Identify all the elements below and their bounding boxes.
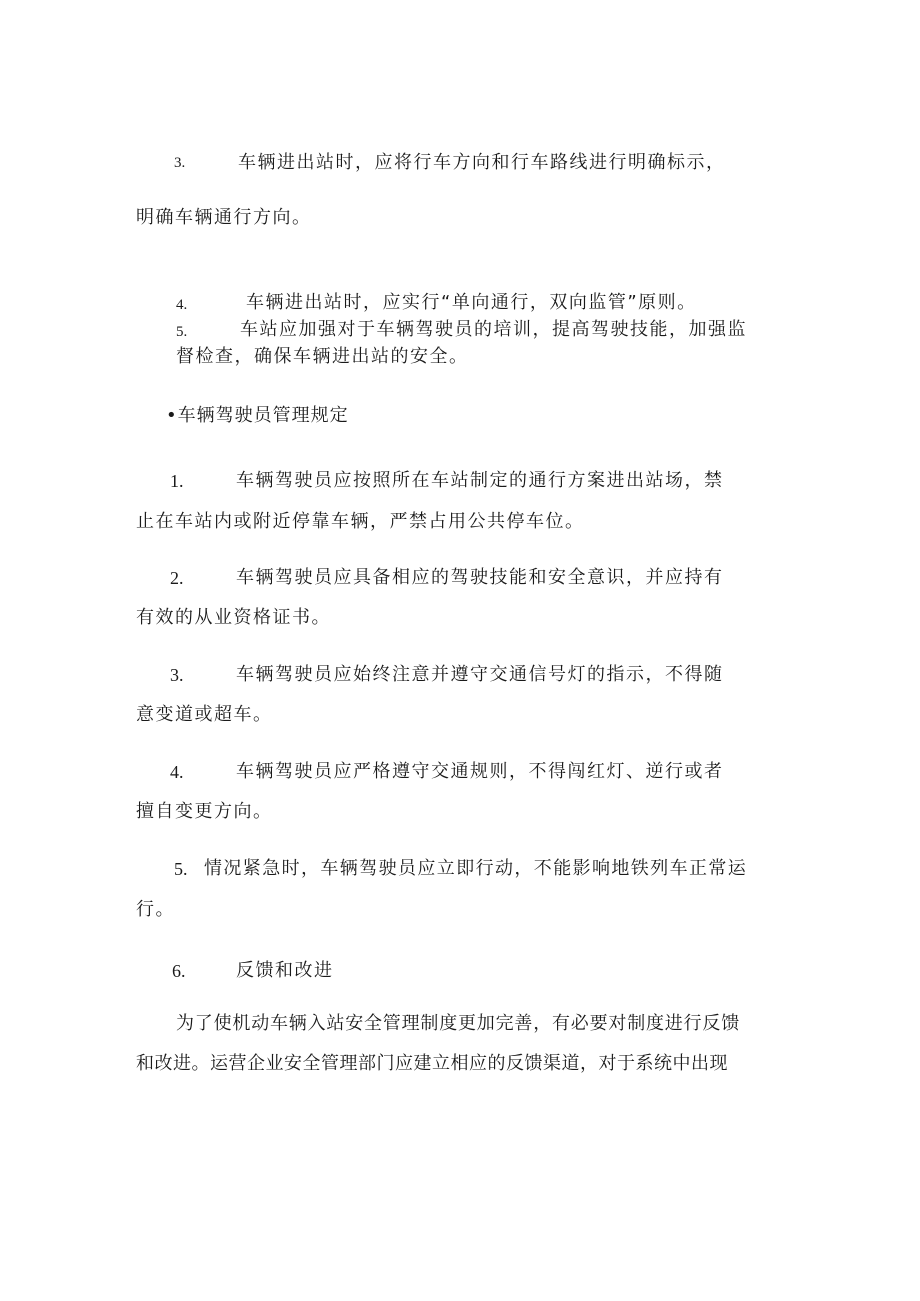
list-item-text-continued: 有效的从业资格证书。 <box>136 607 331 628</box>
list-item-text: 反馈和改进 <box>236 960 334 981</box>
list-item-text-continued: 行。 <box>136 899 175 920</box>
paragraph-text: 为了使机动车辆入站安全管理制度更加完善，有必要对制度进行反馈 <box>176 1013 740 1034</box>
list-number: 4. <box>176 297 188 313</box>
list-number: 6. <box>172 961 186 981</box>
list-item-text: 车站应加强对于车辆驾驶员的培训，提高驾驶技能，加强监 <box>240 319 747 340</box>
list-item-text-continued: 明确车辆通行方向。 <box>136 207 312 228</box>
list-item-text-continued: 意变道或超车。 <box>136 704 273 725</box>
list-item-text-continued: 督检查，确保车辆进出站的安全。 <box>176 346 469 367</box>
list-item-text: 车辆进出站时，应实行“单向通行，双向监管”原则。 <box>246 292 697 313</box>
list-number: 1. <box>170 471 184 491</box>
list-item-text: 情况紧急时，车辆驾驶员应立即行动，不能影响地铁列车正常运 <box>204 858 748 879</box>
list-number: 3. <box>174 155 186 171</box>
list-item-text: 车辆驾驶员应具备相应的驾驶技能和安全意识，并应持有 <box>236 567 724 588</box>
list-number: 2. <box>170 568 184 588</box>
list-item-text: 车辆驾驶员应按照所在车站制定的通行方案进出站场，禁 <box>236 470 724 491</box>
section-heading: •车辆驾驶员管理规定 <box>166 405 349 426</box>
paragraph-text-continued: 和改进。运营企业安全管理部门应建立相应的反馈渠道，对于系统中出现 <box>136 1053 728 1074</box>
list-item-text-continued: 擅自变更方向。 <box>136 801 273 822</box>
list-item-text: 车辆驾驶员应严格遵守交通规则，不得闯红灯、逆行或者 <box>236 761 724 782</box>
list-item-text-continued: 止在车站内或附近停靠车辆，严禁占用公共停车位。 <box>136 511 585 532</box>
list-number: 3. <box>170 665 184 685</box>
list-number: 5. <box>176 324 188 340</box>
list-number: 5. <box>174 859 188 879</box>
list-number: 4. <box>170 762 184 782</box>
list-item-text: 车辆驾驶员应始终注意并遵守交通信号灯的指示，不得随 <box>236 664 724 685</box>
list-item-text: 车辆进出站时，应将行车方向和行车路线进行明确标示， <box>238 152 726 173</box>
